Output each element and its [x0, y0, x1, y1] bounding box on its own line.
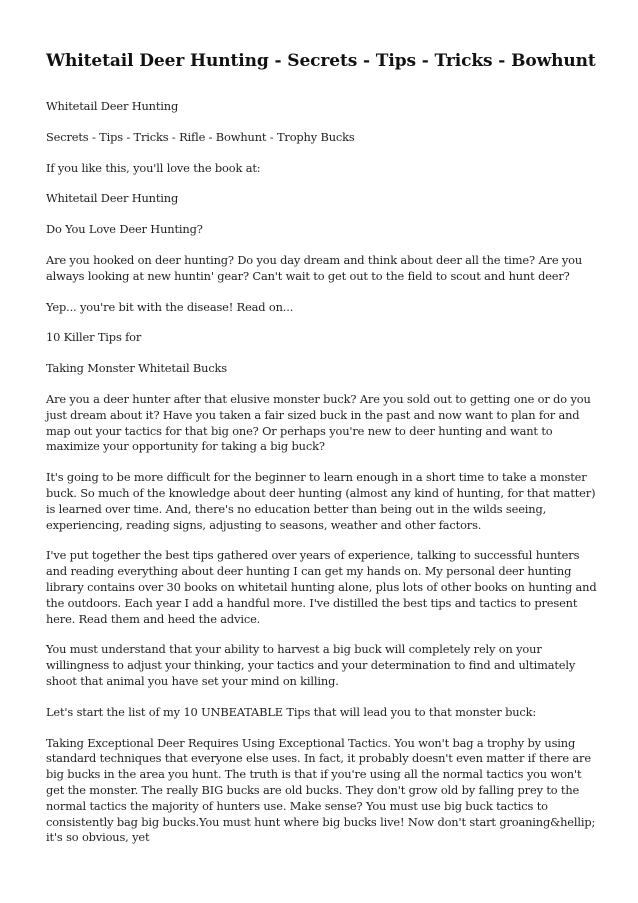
paragraph-willingness: You must understand that your ability to harvest a big buck will completely rely on your willingness to adjust your thinking, your tactics and your determination to find and ultimately shoot that animal you have set your mind on killing. — [46, 642, 576, 688]
paragraph-book-title: Whitetail Deer Hunting — [46, 191, 179, 206]
paragraph-subtitle: Whitetail Deer Hunting — [46, 99, 179, 113]
document-title: Whitetail Deer Hunting - Secrets - Tips - Tricks - Bowhunt — [46, 51, 596, 71]
paragraph-tagline: Secrets - Tips - Tricks - Rifle - Bowhunt - Trophy Bucks — [46, 129, 355, 144]
paragraph-tips-heading: 10 Killer Tips for — [46, 330, 142, 345]
document-body — [46, 50, 598, 861]
paragraph-intro: Are you a deer hunter after that elusive monster buck? Are you sold out to getting one or do you just dream about it? Have you taken a fair sized buck in the past and now want to plan for and map out your tactics for that big one? Or perhaps you're new to deer hunting and want to maximize your opportunity for taking a big buck? — [46, 391, 591, 454]
paragraph-question: Do You Love Deer Hunting? — [46, 222, 203, 237]
paragraph-book-promo: If you like this, you'll love the book at: — [46, 160, 261, 175]
paragraph-experience: I've put together the best tips gathered over years of experience, talking to successful hunters and reading everything about deer hunting I can get my hands on. My personal deer hunting library contains over 30 books on whitetail hunting alone, plus lots of other books on hunting and the outdoors. Each year I add a handful more. I've distilled the best tips and tactics to present here. Read them and heed the advice. — [46, 548, 597, 626]
paragraph-list-start: Let's start the list of my 10 UNBEATABLE Tips that will lead you to that monster buck: — [46, 704, 537, 719]
paragraph-read-on: Yep... you're bit with the disease! Read on... — [46, 299, 294, 314]
paragraph-tactics: Taking Exceptional Deer Requires Using Exceptional Tactics. You won't bag a trophy by using standard techniques that everyone else uses. In fact, it probably doesn't even matter if there are big bucks in the area you hunt. The truth is that if you're using all the normal tactics you won't get the monster. The really BIG bucks are old bucks. They don't grow old by falling prey to the normal tactics the majority of hunters use. Make sense? You must use big buck tactics to consistently bag big bucks.You must hunt where big bucks live! Now don't start groaning&hellip; it's so obvious, yet — [46, 735, 596, 845]
paragraph-tips-subheading: Taking Monster Whitetail Bucks — [46, 361, 227, 376]
paragraph-beginner: It's going to be more difficult for the beginner to learn enough in a short time to take a monster buck. So much of the knowledge about deer hunting (almost any kind of hunting, for that matter) is learned over time. And, there's no education better than being out in the wilds seeing, experiencing, reading signs, adjusting to seasons, weather and other factors. — [46, 470, 596, 532]
paragraph-hooked: Are you hooked on deer hunting? Do you day dream and think about deer all the time? Are you always looking at new huntin' gear? Can't wait to get out to the field to scout and hunt deer? — [46, 252, 583, 283]
